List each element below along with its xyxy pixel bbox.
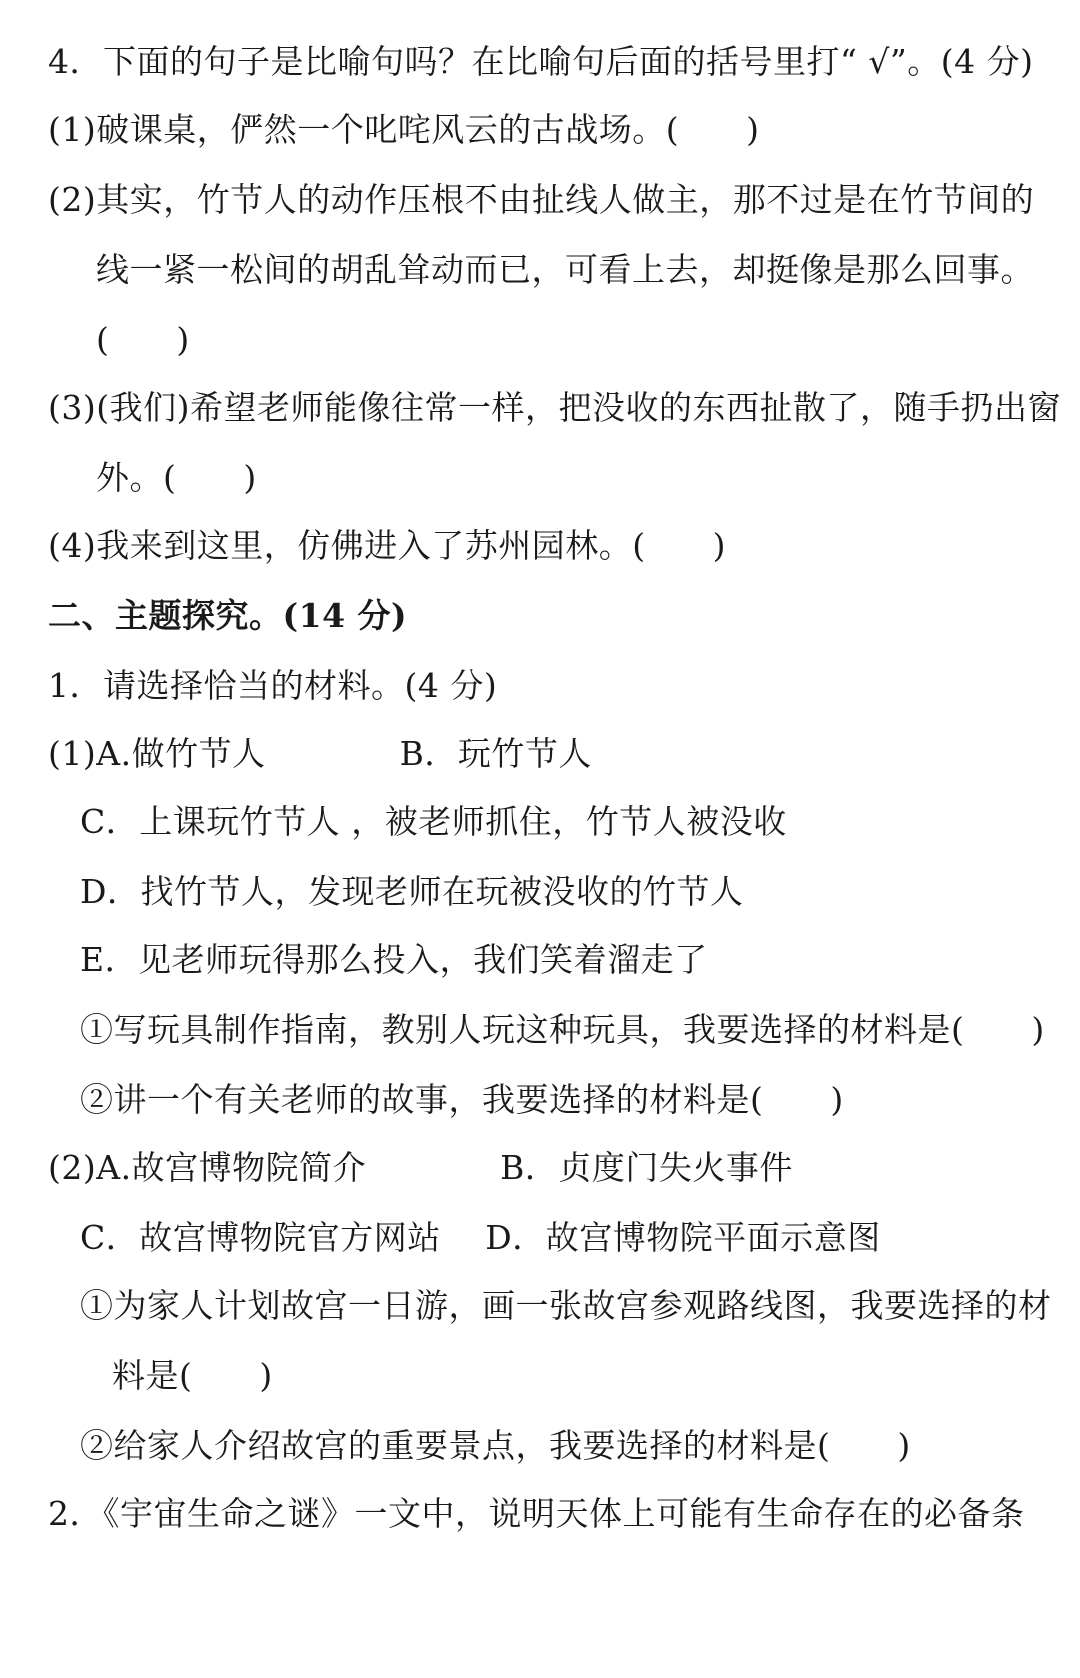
question-4-item-1: (1)破课桌，俨然一个叱咤风云的古战场。( ) — [48, 110, 760, 149]
part-2-subquestion-1-line-1: ①为家人计划故宫一日游，画一张故宫参观路线图，我要选择的材 — [80, 1286, 1052, 1325]
question-4-item-3-line-2: 外。( ) — [96, 458, 257, 497]
part-1-option-c: C．上课玩竹节人 ，被老师抓住，竹节人被没收 — [80, 802, 787, 841]
part-1-option-d: D．找竹节人，发现老师在玩被没收的竹节人 — [80, 872, 744, 911]
question-4-title: 4．下面的句子是比喻句吗？在比喻句后面的括号里打“ √”。(4 分) — [48, 42, 1034, 81]
part-1-options-ab: (1)A.做竹节人 B．玩竹节人 — [48, 734, 592, 773]
question-4-item-2-line-2: 线一紧一松间的胡乱耸动而已，可看上去，却挺像是那么回事。 — [96, 250, 1034, 289]
question-4-item-3-line-1: (3)(我们)希望老师能像往常一样，把没收的东西扯散了，随手扔出窗 — [48, 388, 1061, 427]
part-2-options-cd: C．故宫博物院官方网站 D．故宫博物院平面示意图 — [80, 1218, 881, 1257]
section-2-question-1-title: 1．请选择恰当的材料。(4 分) — [48, 666, 498, 705]
section-2-question-2: 2．《宇宙生命之谜》一文中，说明天体上可能有生命存在的必备条 — [48, 1494, 1025, 1533]
question-4-item-4: (4)我来到这里，仿佛进入了苏州园林。( ) — [48, 526, 726, 565]
section-2-heading: 二、主题探究。(14 分) — [48, 596, 408, 635]
part-1-option-e: E．见老师玩得那么投入，我们笑着溜走了 — [80, 940, 708, 979]
part-2-options-ab: (2)A.故宫博物院简介 B．贞度门失火事件 — [48, 1148, 793, 1187]
part-2-subquestion-1-line-2: 料是( ) — [112, 1356, 273, 1395]
part-2-subquestion-2: ②给家人介绍故宫的重要景点，我要选择的材料是( ) — [80, 1426, 911, 1465]
question-4-item-2-line-1: (2)其实，竹节人的动作压根不由扯线人做主，那不过是在竹节间的 — [48, 180, 1035, 219]
question-4-item-2-line-3: ( ) — [96, 320, 190, 359]
part-1-subquestion-2: ②讲一个有关老师的故事，我要选择的材料是( ) — [80, 1080, 844, 1119]
part-1-subquestion-1: ①写玩具制作指南，教别人玩这种玩具，我要选择的材料是( ) — [80, 1010, 1045, 1049]
